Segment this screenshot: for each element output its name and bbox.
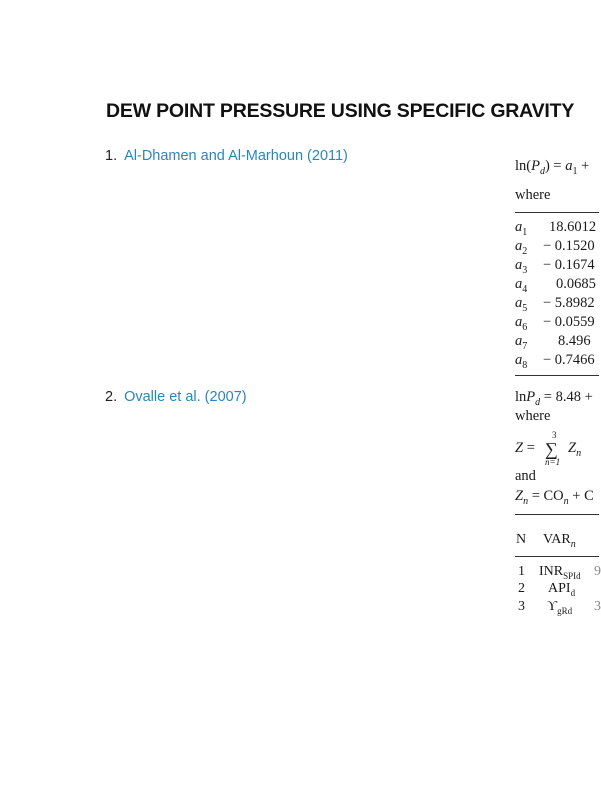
coef-value: 8.496 (558, 333, 591, 349)
where-label-1: where (515, 187, 551, 203)
page-title: DEW POINT PRESSURE USING SPECIFIC GRAVITY (106, 100, 575, 122)
equation-1: $\ln(P_d) = a_1$ + (515, 158, 590, 177)
equation-2: lnP$_d$ = 8.48 + (515, 389, 593, 408)
coef-value: − 0.1674 (543, 257, 595, 273)
var-table-header-var: $VAR_n$ (543, 532, 576, 550)
var-row-tail: 3 (594, 599, 601, 614)
var-row-n: 2 (518, 581, 525, 596)
var-row-var: $ϒ_{gRd}$ (547, 599, 573, 616)
list-item-2 (105, 389, 247, 405)
coef-value: − 5.8982 (543, 295, 595, 311)
coef-value: − 0.7466 (543, 352, 595, 368)
coef-value: 18.6012 (549, 219, 597, 235)
coef-key: $a_5$ (515, 295, 528, 314)
zn-equation: $Z_n = CO_n + C$ (515, 488, 594, 507)
var-row-var: $API_d$ (548, 581, 576, 598)
reference-link-ovalle[interactable]: Ovalle et al. (2007) (124, 389, 247, 405)
sum-upper-limit: 3 (552, 430, 557, 440)
summation-symbol: ∑ (545, 439, 558, 459)
z-equation-term: $Z_n$ (568, 440, 582, 459)
coef-key: $a_4$ (515, 276, 528, 295)
where-label-2: where (515, 408, 551, 424)
coef-value: 0.0685 (556, 276, 596, 292)
table-rule (515, 212, 599, 213)
reference-link-al-dhamen[interactable]: Al-Dhamen and Al-Marhoun (2011) (124, 148, 348, 164)
var-row-tail: 9 (594, 564, 601, 579)
coef-key: $a_7$ (515, 333, 528, 352)
coef-key: $a_2$ (515, 238, 528, 257)
item-number: 2. (105, 389, 118, 405)
coef-key: $a_1$ (515, 219, 528, 238)
z-equation-lhs: Z = (515, 440, 535, 456)
coef-value: − 0.0559 (543, 314, 595, 330)
var-row-n: 1 (518, 564, 525, 579)
coef-key: $a_8$ (515, 352, 528, 371)
var-row-var: $INR_{SPId}$ (539, 564, 581, 581)
list-item-1 (105, 148, 348, 164)
coef-key: $a_3$ (515, 257, 528, 276)
coef-key: $a_6$ (515, 314, 528, 333)
table-rule (515, 375, 599, 376)
coef-value: − 0.1520 (543, 238, 595, 254)
item-number: 1. (105, 148, 118, 164)
var-table-header-n: N (516, 532, 527, 547)
var-row-n: 3 (518, 599, 525, 614)
sum-lower-limit: n=1 (545, 457, 561, 467)
table-rule (515, 556, 599, 557)
and-label: and (515, 468, 536, 484)
table-rule (515, 514, 599, 515)
